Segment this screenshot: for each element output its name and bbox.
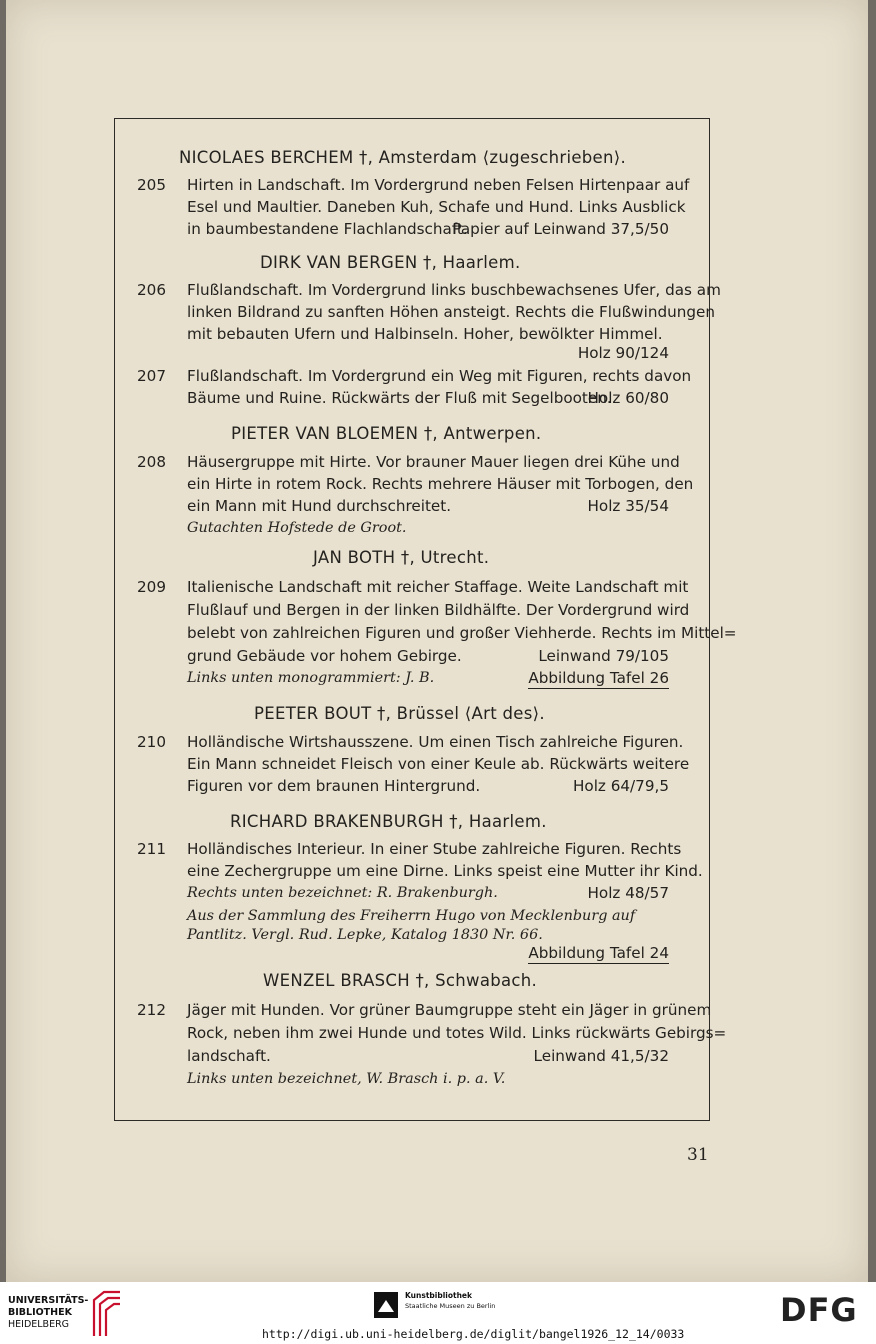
uhd-library-line-2: BIBLIOTHEK — [8, 1307, 72, 1318]
lot-211-medium: Holz 48/57 — [587, 884, 669, 902]
lot-206-line-3: mit bebauten Ufern und Halbinseln. Hoher, bewölkter Himmel. — [187, 325, 663, 343]
lot-number-205: 205 — [137, 176, 166, 194]
lot-205-line-3: in baumbestandene Flachlandschaft. — [187, 220, 468, 238]
lot-212-line-3: landschaft. — [187, 1047, 271, 1065]
artist-heading-van-bloemen: PIETER VAN BLOEMEN †, Antwerpen. — [231, 424, 542, 443]
uhd-library-line-3: HEIDELBERG — [8, 1319, 70, 1330]
kunstbibliothek-logo-icon — [374, 1292, 398, 1318]
lot-209-medium: Leinwand 79/105 — [538, 647, 669, 665]
lot-209-line-4: grund Gebäude vor hohem Gebirge. — [187, 647, 462, 665]
lot-210-line-3: Figuren vor dem braunen Hintergrund. — [187, 777, 481, 795]
lot-number-211: 211 — [137, 840, 166, 858]
lot-210-medium: Holz 64/79,5 — [573, 777, 669, 795]
lot-212-medium: Leinwand 41,5/32 — [533, 1047, 669, 1065]
lot-208-medium: Holz 35/54 — [587, 497, 669, 515]
lot-number-208: 208 — [137, 453, 166, 471]
lot-210-line-2: Ein Mann schneidet Fleisch von einer Keule ab. Rückwärts weitere — [187, 755, 690, 773]
lot-211-line-2: eine Zechergruppe um eine Dirne. Links speist eine Mutter ihr Kind. — [187, 862, 703, 880]
lot-209-line-2: Flußlauf und Bergen in der linken Bildhälfte. Der Vordergrund wird — [187, 601, 690, 619]
uhd-library-line-1: UNIVERSITÄTS- — [8, 1295, 89, 1306]
artist-heading-bout: PEETER BOUT †, Brüssel ⟨Art des⟩. — [254, 704, 545, 723]
kunstbibliothek-subtitle: Staatliche Museen zu Berlin — [405, 1302, 496, 1310]
lot-212-line-1: Jäger mit Hunden. Vor grüner Baumgruppe steht ein Jäger in grünem — [187, 1001, 712, 1019]
lot-205-line-1: Hirten in Landschaft. Im Vordergrund neben Felsen Hirtenpaar auf — [187, 176, 690, 194]
lot-209-plate-reference: Abbildung Tafel 26 — [528, 671, 669, 689]
page-number: 31 — [687, 1145, 709, 1165]
lot-206-line-1: Flußlandschaft. Im Vordergrund links buschbewachsenes Ufer, das am — [187, 281, 721, 299]
lot-number-212: 212 — [137, 1001, 166, 1019]
lot-209-note: Links unten monogrammiert: J. B. — [187, 670, 435, 686]
lot-number-207: 207 — [137, 367, 166, 385]
lot-208-line-1: Häusergruppe mit Hirte. Vor brauner Mauer liegen drei Kühe und — [187, 453, 680, 471]
lot-209-line-3: belebt von zahlreichen Figuren und großer Viehherde. Rechts im Mittel= — [187, 624, 737, 642]
lot-number-209: 209 — [137, 578, 166, 596]
lot-212-line-2: Rock, neben ihm zwei Hunde und totes Wild. Links rückwärts Gebirgs= — [187, 1024, 727, 1042]
lot-number-206: 206 — [137, 281, 166, 299]
artist-heading-brakenburgh: RICHARD BRAKENBURGH †, Haarlem. — [230, 812, 547, 831]
lot-207-line-2: Bäume und Ruine. Rückwärts der Fluß mit Segelbooten. — [187, 389, 612, 407]
lot-208-note: Gutachten Hofstede de Groot. — [187, 520, 407, 536]
lot-211-provenance-2: Pantlitz. Vergl. Rud. Lepke, Katalog 1830 Nr. 66. — [187, 927, 543, 943]
digitization-footer — [0, 1282, 876, 1344]
artist-heading-brasch: WENZEL BRASCH †, Schwabach. — [263, 971, 538, 990]
kunstbibliothek-title: Kunstbibliothek — [405, 1291, 473, 1300]
dfg-logo: DFG — [780, 1291, 858, 1329]
artist-heading-berchem: NICOLAES BERCHEM †, Amsterdam ⟨zugeschrieben⟩. — [179, 148, 627, 167]
lot-207-medium: Holz 60/80 — [587, 389, 669, 407]
uhd-logo-icon — [90, 1288, 124, 1338]
lot-209-line-1: Italienische Landschaft mit reicher Staffage. Weite Landschaft mit — [187, 578, 689, 596]
lot-211-signature: Rechts unten bezeichnet: R. Brakenburgh. — [187, 885, 498, 901]
lot-211-line-1: Holländisches Interieur. In einer Stube zahlreiche Figuren. Rechts — [187, 840, 682, 858]
lot-206-medium: Holz 90/124 — [577, 344, 669, 362]
lot-206-line-2: linken Bildrand zu sanften Höhen ansteigt. Rechts die Flußwindungen — [187, 303, 715, 321]
source-url-link[interactable]: http://digi.ub.uni-heidelberg.de/diglit/bangel1926_12_14/0033 — [262, 1327, 685, 1341]
lot-205-medium: Papier auf Leinwand 37,5/50 — [452, 220, 669, 238]
lot-number-210: 210 — [137, 733, 166, 751]
lot-207-line-1: Flußlandschaft. Im Vordergrund ein Weg mit Figuren, rechts davon — [187, 367, 692, 385]
lot-208-line-3: ein Mann mit Hund durchschreitet. — [187, 497, 452, 515]
artist-heading-both: JAN BOTH †, Utrecht. — [313, 548, 490, 567]
lot-211-provenance-1: Aus der Sammlung des Freiherrn Hugo von Mecklenburg auf — [187, 908, 636, 924]
lot-212-note: Links unten bezeichnet, W. Brasch i. p. a. V. — [187, 1071, 506, 1087]
artist-heading-van-bergen: DIRK VAN BERGEN †, Haarlem. — [260, 253, 521, 272]
lot-211-plate-reference: Abbildung Tafel 24 — [528, 946, 669, 964]
catalog-page — [6, 0, 868, 1282]
lot-205-line-2: Esel und Maultier. Daneben Kuh, Schafe und Hund. Links Ausblick — [187, 198, 686, 216]
lot-208-line-2: ein Hirte in rotem Rock. Rechts mehrere Häuser mit Torbogen, den — [187, 475, 694, 493]
lot-210-line-1: Holländische Wirtshausszene. Um einen Tisch zahlreiche Figuren. — [187, 733, 684, 751]
